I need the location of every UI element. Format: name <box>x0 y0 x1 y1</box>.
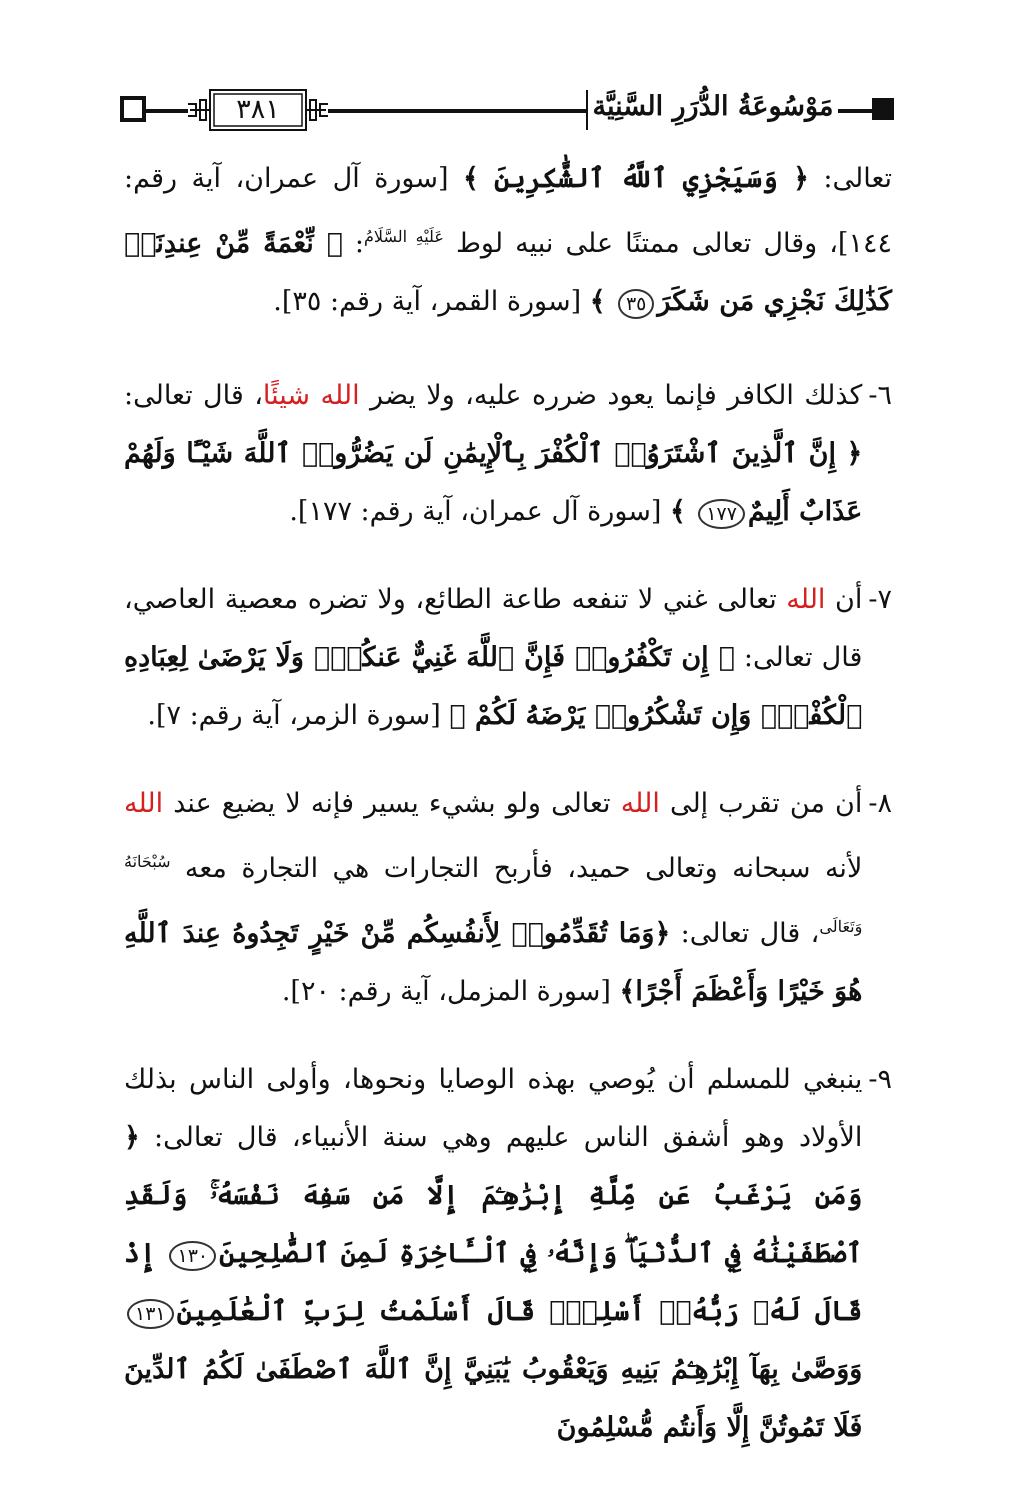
item-number: ٨- <box>868 788 892 819</box>
page-number: ٣٨١ <box>236 94 280 125</box>
text: كذلك الكافر فإنما يعود ضرره عليه، ولا يضر <box>359 380 863 411</box>
text: تعالى غني لا تنفعه طاعة الطائع، ولا تضره معصية العاصي، قال تعالى: <box>124 584 863 673</box>
text: [سورة آل عمران، آية رقم: ١٤٤]، وقال تعالى ممتنًا على نبيه لوط <box>124 163 892 259</box>
page-header <box>120 88 894 134</box>
page-number-frame <box>188 88 328 132</box>
item-text <box>124 571 862 745</box>
header-rule-right <box>838 109 872 113</box>
quran-verse-end: ﴾ <box>589 286 615 317</box>
quran-verse: ﴿ نِّعْمَةً مِّنْ عِندِنَاۚ كَذَٰلِكَ نَجْزِي مَن شَكَرَ <box>124 228 892 317</box>
text: أن من تقرب إلى <box>659 788 863 819</box>
page-content <box>124 150 892 1487</box>
text: [سورة الزمر، آية رقم: ٧]. <box>147 700 450 731</box>
quran-verse: إِذْ قَالَ لَهُۥ رَبُّهُۥٓ أَسْلِمْۖ قَالَ أَسْلَمْتُ لِرَبِّ ٱلْعَٰلَمِينَ <box>124 1238 863 1327</box>
quran-verse: ﴿ وَمَن يَرْغَبُ عَن مِّلَّةِ إِبْرَٰهِـۧمَ إِلَّا مَن سَفِهَ نَفْسَهُۥۚ وَلَقَدِ ٱصْطَفَيْنَٰهُ فِي ٱلدُّنْيَاۖ وَإِنَّهُۥ فِي ٱلْـَٔاخِرَةِ لَمِنَ ٱلصَّٰلِحِينَ <box>124 1122 863 1269</box>
text: تعالى: <box>808 163 892 194</box>
item-number: ٩- <box>868 1064 892 1095</box>
header-rule-left <box>146 109 188 113</box>
text: [سورة القمر، آية رقم: ٣٥]. <box>273 286 590 317</box>
list-item <box>124 1051 892 1457</box>
text: ينبغي للمسلم أن يُوصي بهذه الوصايا ونحوها، وأولى الناس بذلك الأولاد وهو أشفق الناس عليهم وهي سنة الأنبياء، قال تعالى: <box>124 1064 863 1153</box>
item-number: ٦- <box>868 380 892 411</box>
quran-verse: ﴿ إِنَّ ٱلَّذِينَ ٱشْتَرَوُا۟ ٱلْكُفْرَ بِٱلْإِيمَٰنِ لَن يَضُرُّوا۟ ٱللَّهَ شَيْـًٔا وَلَهُمْ عَذَابٌ أَلِيمٌ <box>124 438 863 527</box>
list-item <box>124 571 892 745</box>
item-text <box>124 1051 862 1457</box>
list-item <box>124 775 892 1021</box>
ayah-number-marker: ١٣١ <box>127 1299 174 1329</box>
honorific: عَلَيْهِ السَّلَامُ <box>364 227 444 246</box>
quran-verse: ﴿ وَسَيَجْزِي ٱللَّهُ ٱلشَّٰكِرِينَ ﴾ <box>462 163 809 194</box>
text: : <box>342 228 365 259</box>
highlight-divine-name: الله <box>620 788 660 819</box>
text: ، قال تعالى: <box>670 918 820 949</box>
paragraph-intro <box>124 150 892 331</box>
honorific: سُبْحَانَهُ وَتَعَالَى <box>124 852 863 936</box>
quran-verse: ﴿وَمَا تُقَدِّمُوا۟ لِأَنفُسِكُم مِّنْ خَيْرٍ تَجِدُوهُ عِندَ ٱللَّهِ هُوَ خَيْرًا وَأَعْظَمَ أَجْرًا﴾ <box>124 918 863 1007</box>
highlight-divine-name: الله شيئًا <box>262 380 360 411</box>
quran-verse: وَوَصَّىٰ بِهَآ إِبْرَٰهِـۧمُ بَنِيهِ وَيَعْقُوبُ يَٰبَنِيَّ إِنَّ ٱللَّهَ ٱصْطَفَىٰ لَكُمُ ٱلدِّينَ فَلَا تَمُوتُنَّ إِلَّا وَأَنتُم مُّسْلِمُونَ <box>124 1354 863 1443</box>
text: [سورة المزمل، آية رقم: ٢٠]. <box>281 976 620 1007</box>
text: [سورة آل عمران، آية رقم: ١٧٧]. <box>289 496 671 527</box>
highlight-divine-name: الله <box>786 584 826 615</box>
text: ، قال تعالى: <box>124 380 263 411</box>
ayah-number-marker: ٣٥ <box>618 289 654 319</box>
header-rule-middle <box>328 109 588 113</box>
highlight-divine-name: الله <box>124 788 164 819</box>
text: لأنه سبحانه وتعالى حميد، فأربح التجارات هي التجارة معه <box>170 853 863 884</box>
ayah-number-marker: ١٧٧ <box>698 499 745 529</box>
item-text <box>124 775 862 1021</box>
book-title: مَوْسُوعَةُ الدُّرَرِ السَّنِيَّة <box>588 84 838 130</box>
item-text <box>124 367 862 541</box>
ayah-number-marker: ١٣٠ <box>169 1241 216 1271</box>
header-left-ornament <box>120 96 146 122</box>
text: أن <box>825 584 863 615</box>
quran-verse-end: ﴾ <box>670 496 696 527</box>
item-number: ٧- <box>868 584 892 615</box>
header-right-ornament <box>872 98 894 120</box>
list-item <box>124 367 892 541</box>
text: تعالى ولو بشيء يسير فإنه لا يضيع عند <box>163 788 621 819</box>
quran-verse: ﴿ إِن تَكْفُرُوا۟ فَإِنَّ ٱللَّهَ غَنِيٌّ عَنكُمْۖ وَلَا يَرْضَىٰ لِعِبَادِهِ ٱلْكُفْرَۖ وَإِن تَشْكُرُوا۟ يَرْضَهُ لَكُمْ ﴾ <box>124 642 863 731</box>
